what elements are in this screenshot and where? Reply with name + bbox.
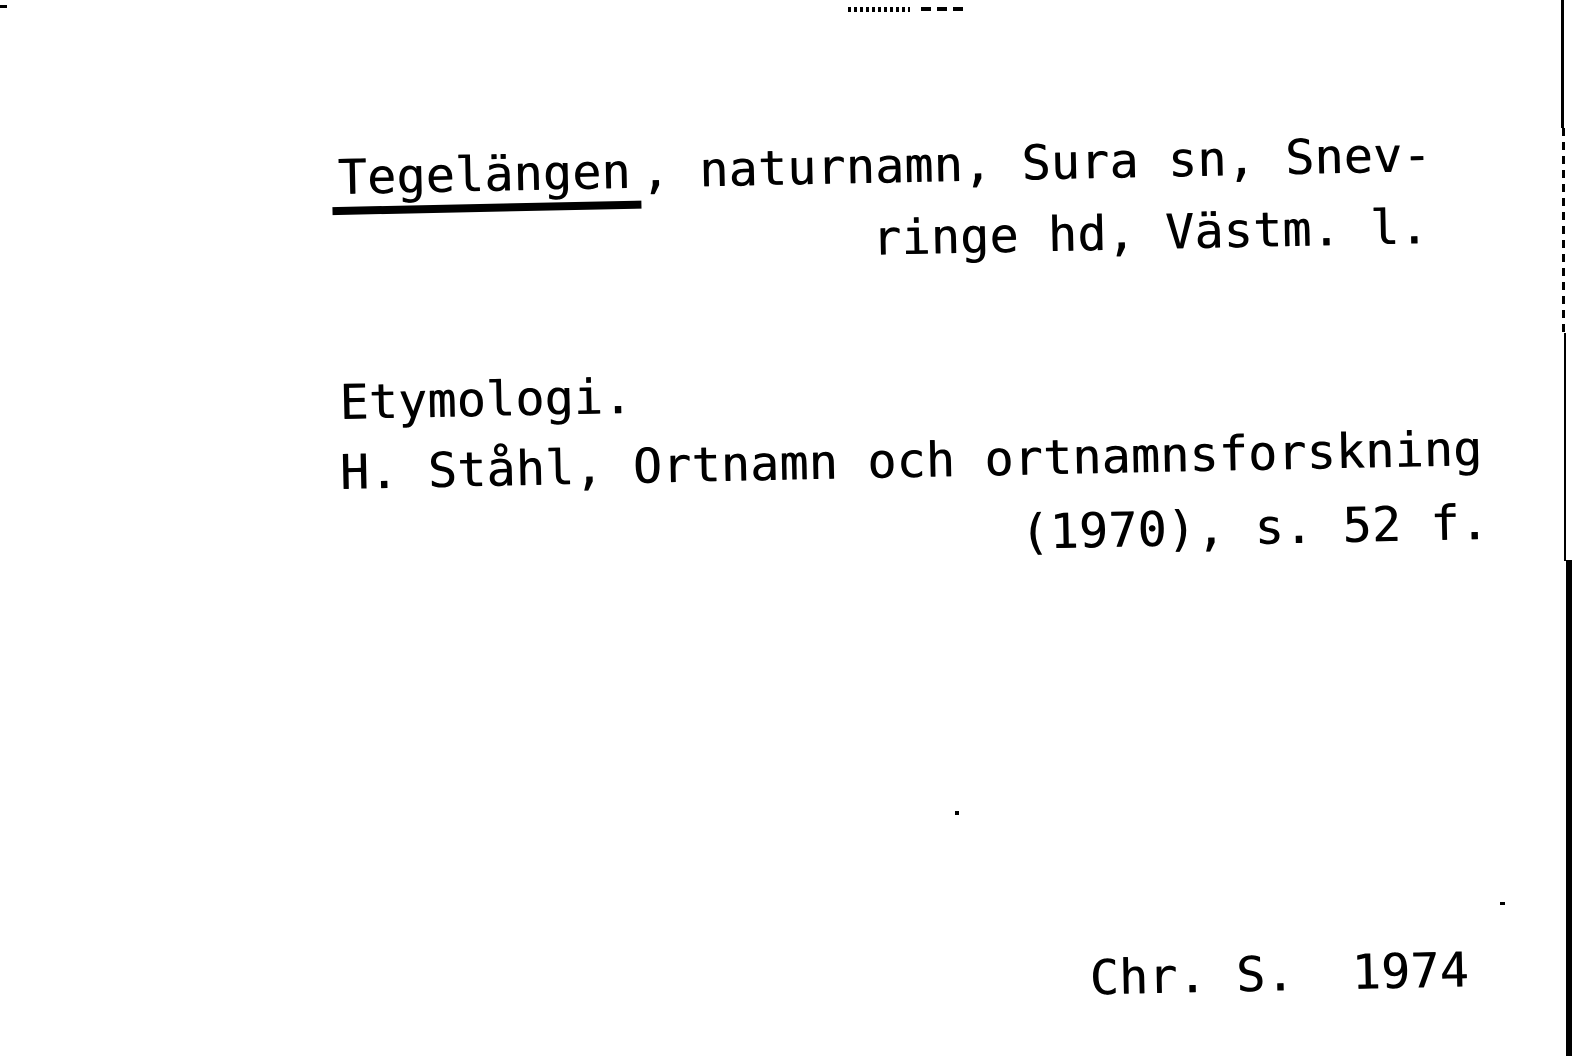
scan-artifact-top-dotted-line [848, 7, 910, 12]
signature-line [1089, 942, 1470, 1007]
reference-line-1: H. Ståhl, Ortnamn och ortnamnsforskning [339, 421, 1483, 501]
title-line-2: ringe hd, Västm. l. [871, 199, 1430, 267]
scan-artifact-corner-dash [0, 5, 7, 8]
reference-line-2: (1970), s. 52 f. [1019, 494, 1490, 561]
signature-initials: Chr. S. [1089, 946, 1296, 1007]
title-line-1-rest: , naturnamn, Sura sn, Snev- [640, 127, 1433, 200]
scan-artifact-top-dashes [921, 7, 963, 11]
scan-artifact-right-edge-line-thick [1566, 560, 1572, 1056]
headword-underlined: Tegelängen [331, 148, 641, 215]
signature-year: 1974 [1351, 942, 1470, 1001]
etymology-heading: Etymologi. [338, 368, 634, 431]
scan-artifact-right-edge-line-thin [1564, 333, 1566, 561]
scan-artifact-right-edge-line-dashed [1562, 128, 1565, 333]
scan-artifact-speck [955, 811, 959, 815]
scan-artifact-side-speck [1500, 902, 1505, 905]
scan-artifact-right-edge-line-top [1561, 0, 1564, 128]
